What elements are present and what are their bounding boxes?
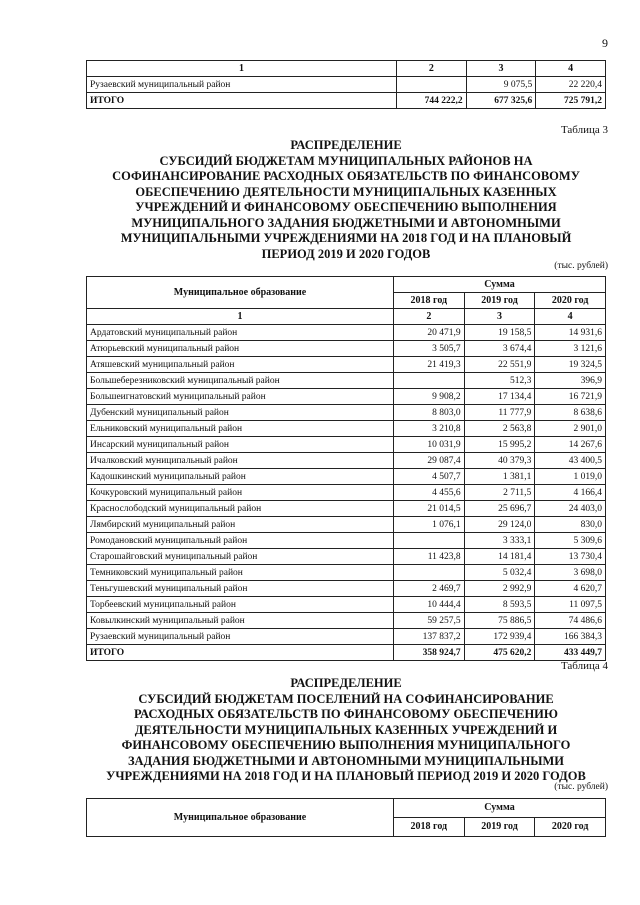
cell-2019: 512,3 bbox=[464, 373, 535, 389]
table-row bbox=[87, 565, 606, 581]
cell-name: Темниковский муниципальный район bbox=[87, 565, 394, 581]
cell-2019: 2 992,9 bbox=[464, 581, 535, 597]
cell-name: Краснослободский муниципальный район bbox=[87, 501, 394, 517]
column-number-row bbox=[87, 61, 606, 77]
cell-name: Большеигнатовский муниципальный район bbox=[87, 389, 394, 405]
cell-name: Теньгушевский муниципальный район bbox=[87, 581, 394, 597]
table-row bbox=[87, 453, 606, 469]
header-2019: 2019 год bbox=[464, 818, 535, 837]
page-number: 9 bbox=[602, 36, 608, 50]
col-number-4: 4 bbox=[536, 61, 606, 77]
cell-2018: 21 419,3 bbox=[394, 357, 465, 373]
cell-2019: 3 333,1 bbox=[464, 533, 535, 549]
heading-line: МУНИЦИПАЛЬНЫМИ УЧРЕЖДЕНИЯМИ НА 2018 ГОД И НА ПЛАНОВЫЙ bbox=[120, 231, 572, 245]
cell-name: ИТОГО bbox=[87, 645, 394, 661]
cell-2018: 3 210,8 bbox=[394, 421, 465, 437]
table-row bbox=[87, 469, 606, 485]
col-number-3: 3 bbox=[466, 61, 536, 77]
cell-name: Ардатовский муниципальный район bbox=[87, 325, 394, 341]
header-municipality: Муниципальное образование bbox=[87, 277, 394, 309]
cell-2020: 43 400,5 bbox=[535, 453, 606, 469]
header-sum: Сумма bbox=[394, 277, 606, 293]
cell-2020: 3 698,0 bbox=[535, 565, 606, 581]
cell-2018: 1 076,1 bbox=[394, 517, 465, 533]
cell-name: Старошайговский муниципальный район bbox=[87, 549, 394, 565]
continued-table bbox=[86, 60, 606, 109]
table-row bbox=[87, 485, 606, 501]
cell-name: Лямбирский муниципальный район bbox=[87, 517, 394, 533]
cell-2018: 59 257,5 bbox=[394, 613, 465, 629]
heading-line: ДЕЯТЕЛЬНОСТИ МУНИЦИПАЛЬНЫХ КАЗЕННЫХ УЧРЕЖДЕНИЙ И bbox=[134, 722, 558, 737]
cell-2018 bbox=[394, 565, 465, 581]
cell-2018: 29 087,4 bbox=[394, 453, 465, 469]
cell-2018 bbox=[394, 533, 465, 549]
table-row bbox=[87, 597, 606, 613]
cell-2020: 19 324,5 bbox=[535, 357, 606, 373]
table-row bbox=[87, 373, 606, 389]
cell-2019: 2 711,5 bbox=[464, 485, 535, 501]
table-row bbox=[87, 629, 606, 645]
cell-2019: 8 593,5 bbox=[464, 597, 535, 613]
table-row bbox=[87, 405, 606, 421]
heading-line: ПЕРИОД 2019 И 2020 ГОДОВ bbox=[261, 246, 431, 261]
cell-2018 bbox=[394, 373, 465, 389]
col-number-1: 1 bbox=[87, 309, 394, 325]
header-row-1 bbox=[87, 277, 606, 293]
table-row bbox=[87, 341, 606, 357]
cell-2020: 3 121,6 bbox=[535, 341, 606, 357]
header-2020: 2020 год bbox=[535, 293, 606, 309]
heading-line: РАСХОДНЫХ ОБЯЗАТЕЛЬСТВ ПО ФИНАНСОВОМУ ОБЕСПЕЧЕНИЮ bbox=[134, 707, 558, 721]
header-2018: 2018 год bbox=[394, 818, 465, 837]
cell-2018: 137 837,2 bbox=[394, 629, 465, 645]
table-row bbox=[87, 93, 606, 109]
table3 bbox=[86, 276, 606, 661]
table-row bbox=[87, 581, 606, 597]
cell-2019: 25 696,7 bbox=[464, 501, 535, 517]
header-2019: 2019 год bbox=[464, 293, 535, 309]
cell-2018: 10 444,4 bbox=[394, 597, 465, 613]
cell-2019: 5 032,4 bbox=[464, 565, 535, 581]
cell-2018: 10 031,9 bbox=[394, 437, 465, 453]
col-number-1: 1 bbox=[87, 61, 397, 77]
cell-2019: 1 381,1 bbox=[464, 469, 535, 485]
heading-line: УЧРЕЖДЕНИЙ И ФИНАНСОВОМУ ОБЕСПЕЧЕНИЮ ВЫПОЛНЕНИЯ bbox=[135, 200, 557, 214]
cell-2020: 16 721,9 bbox=[535, 389, 606, 405]
cell-name: Рузаевский муниципальный район bbox=[87, 629, 394, 645]
cell-2018: 4 455,6 bbox=[394, 485, 465, 501]
table3-units: (тыс. рублей) bbox=[554, 261, 608, 271]
cell-2019: 29 124,0 bbox=[464, 517, 535, 533]
heading-line: УЧРЕЖДЕНИЯМИ НА 2018 ГОД И НА ПЛАНОВЫЙ ПЕРИОД 2019 И 2020 ГОДОВ bbox=[106, 769, 586, 783]
table-row bbox=[87, 437, 606, 453]
col-number-2: 2 bbox=[396, 61, 466, 77]
heading-line: СОФИНАНСИРОВАНИЕ РАСХОДНЫХ ОБЯЗАТЕЛЬСТВ ПО ФИНАНСОВОМУ bbox=[112, 169, 580, 183]
cell-2018 bbox=[396, 77, 466, 93]
table-row bbox=[87, 389, 606, 405]
cell-2020: 11 097,5 bbox=[535, 597, 606, 613]
header-municipality: Муниципальное образование bbox=[87, 799, 394, 837]
cell-name: Ельниковский муниципальный район bbox=[87, 421, 394, 437]
cell-2020: 166 384,3 bbox=[535, 629, 606, 645]
heading-line: СУБСИДИЙ БЮДЖЕТАМ МУНИЦИПАЛЬНЫХ РАЙОНОВ НА bbox=[159, 153, 533, 168]
heading-line: РАСПРЕДЕЛЕНИЕ bbox=[290, 138, 402, 152]
cell-2019: 172 939,4 bbox=[464, 629, 535, 645]
table4-units: (тыс. рублей) bbox=[554, 782, 608, 792]
heading-line: ФИНАНСОВОМУ ОБЕСПЕЧЕНИЮ ВЫПОЛНЕНИЯ МУНИЦИПАЛЬНОГО bbox=[121, 738, 571, 752]
cell-2020: 830,0 bbox=[535, 517, 606, 533]
cell-2020: 14 267,6 bbox=[535, 437, 606, 453]
heading-line: МУНИЦИПАЛЬНОГО ЗАДАНИЯ БЮДЖЕТНЫМИ И АВТОНОМНЫМИ bbox=[131, 215, 561, 230]
table-row bbox=[87, 517, 606, 533]
table-row bbox=[87, 501, 606, 517]
cell-name: Атяшевский муниципальный район bbox=[87, 357, 394, 373]
table-row bbox=[87, 325, 606, 341]
cell-2018: 9 908,2 bbox=[394, 389, 465, 405]
heading-line: ОБЕСПЕЧЕНИЮ ДЕЯТЕЛЬНОСТИ МУНИЦИПАЛЬНЫХ КАЗЕННЫХ bbox=[135, 184, 557, 199]
cell-2019: 17 134,4 bbox=[464, 389, 535, 405]
header-2020: 2020 год bbox=[535, 818, 606, 837]
cell-2018: 358 924,7 bbox=[394, 645, 465, 661]
cell-name: Ромодановский муниципальный район bbox=[87, 533, 394, 549]
cell-name: Рузаевский муниципальный район bbox=[87, 77, 397, 93]
cell-2018: 2 469,7 bbox=[394, 581, 465, 597]
cell-name: Инсарский муниципальный район bbox=[87, 437, 394, 453]
column-number-row bbox=[87, 309, 606, 325]
cell-name: Ковылкинский муниципальный район bbox=[87, 613, 394, 629]
cell-2020: 433 449,7 bbox=[535, 645, 606, 661]
cell-2020: 8 638,6 bbox=[535, 405, 606, 421]
table4-heading bbox=[86, 676, 606, 785]
table-row bbox=[87, 421, 606, 437]
heading-line: РАСПРЕДЕЛЕНИЕ bbox=[290, 676, 402, 690]
cell-name: Ичалковский муниципальный район bbox=[87, 453, 394, 469]
cell-2018: 744 222,2 bbox=[396, 93, 466, 109]
cell-2018: 11 423,8 bbox=[394, 549, 465, 565]
cell-2020: 13 730,4 bbox=[535, 549, 606, 565]
table3-label: Таблица 3 bbox=[560, 124, 608, 136]
header-row-1 bbox=[87, 799, 606, 818]
cell-name: Кочкуровский муниципальный район bbox=[87, 485, 394, 501]
cell-2019: 2 563,8 bbox=[464, 421, 535, 437]
cell-2018: 21 014,5 bbox=[394, 501, 465, 517]
cell-2019: 75 886,5 bbox=[464, 613, 535, 629]
header-sum: Сумма bbox=[394, 799, 606, 818]
cell-2020: 14 931,6 bbox=[535, 325, 606, 341]
col-number-2: 2 bbox=[394, 309, 465, 325]
cell-name: Дубенский муниципальный район bbox=[87, 405, 394, 421]
cell-2020: 24 403,0 bbox=[535, 501, 606, 517]
heading-line: ЗАДАНИЯ БЮДЖЕТНЫМИ И АВТОНОМНЫМИ МУНИЦИПАЛЬНЫМИ bbox=[127, 753, 565, 768]
table4-label: Таблица 4 bbox=[560, 660, 608, 672]
cell-name: Кадошкинский муниципальный район bbox=[87, 469, 394, 485]
cell-2019: 9 075,5 bbox=[466, 77, 536, 93]
cell-2018: 20 471,9 bbox=[394, 325, 465, 341]
cell-2019: 14 181,4 bbox=[464, 549, 535, 565]
cell-2018: 4 507,7 bbox=[394, 469, 465, 485]
table-row bbox=[87, 645, 606, 661]
cell-2019: 11 777,9 bbox=[464, 405, 535, 421]
cell-2019: 40 379,3 bbox=[464, 453, 535, 469]
table-row bbox=[87, 357, 606, 373]
cell-name: ИТОГО bbox=[87, 93, 397, 109]
cell-2018: 3 505,7 bbox=[394, 341, 465, 357]
cell-2020: 2 901,0 bbox=[535, 421, 606, 437]
header-2018: 2018 год bbox=[394, 293, 465, 309]
table-row bbox=[87, 77, 606, 93]
cell-2020: 4 166,4 bbox=[535, 485, 606, 501]
cell-2020: 5 309,6 bbox=[535, 533, 606, 549]
cell-name: Атюрьевский муниципальный район bbox=[87, 341, 394, 357]
cell-2019: 677 325,6 bbox=[466, 93, 536, 109]
cell-2019: 475 620,2 bbox=[464, 645, 535, 661]
cell-2018: 8 803,0 bbox=[394, 405, 465, 421]
heading-line: СУБСИДИЙ БЮДЖЕТАМ ПОСЕЛЕНИЙ НА СОФИНАНСИРОВАНИЕ bbox=[138, 691, 554, 706]
cell-2020: 22 220,4 bbox=[536, 77, 606, 93]
col-number-4: 4 bbox=[535, 309, 606, 325]
table-row bbox=[87, 533, 606, 549]
cell-2019: 22 551,9 bbox=[464, 357, 535, 373]
cell-name: Большеберезниковский муниципальный район bbox=[87, 373, 394, 389]
cell-2020: 4 620,7 bbox=[535, 581, 606, 597]
cell-2020: 725 791,2 bbox=[536, 93, 606, 109]
cell-2019: 3 674,4 bbox=[464, 341, 535, 357]
table4 bbox=[86, 798, 606, 837]
col-number-3: 3 bbox=[464, 309, 535, 325]
cell-2020: 396,9 bbox=[535, 373, 606, 389]
cell-name: Торбеевский муниципальный район bbox=[87, 597, 394, 613]
cell-2020: 1 019,0 bbox=[535, 469, 606, 485]
table3-heading bbox=[86, 138, 606, 262]
table-row bbox=[87, 613, 606, 629]
table-row bbox=[87, 549, 606, 565]
cell-2019: 15 995,2 bbox=[464, 437, 535, 453]
cell-2019: 19 158,5 bbox=[464, 325, 535, 341]
cell-2020: 74 486,6 bbox=[535, 613, 606, 629]
